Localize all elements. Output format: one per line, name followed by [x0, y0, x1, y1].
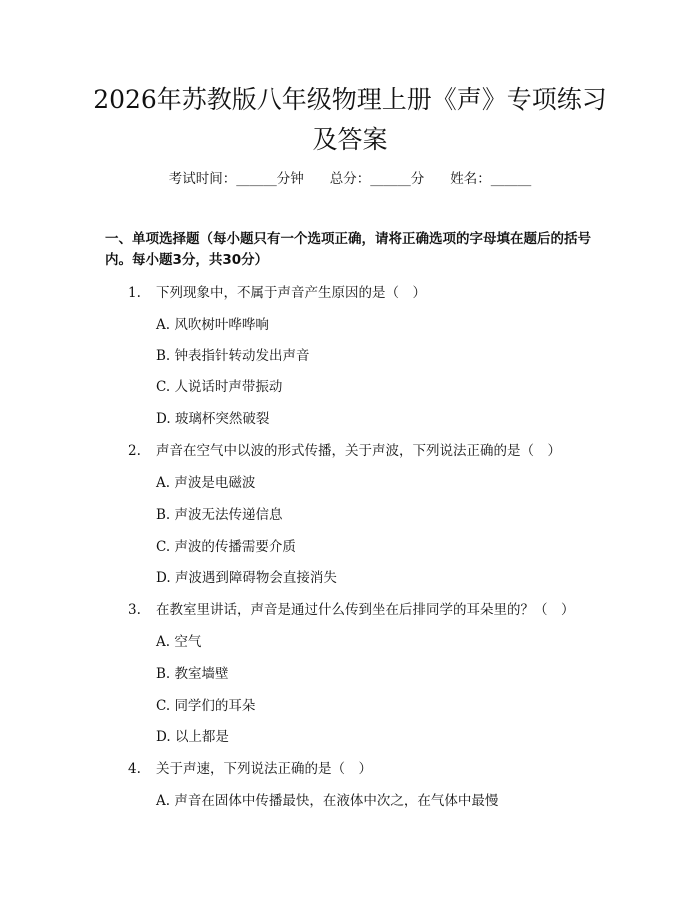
- total-score-label: 总分：: [329, 171, 371, 187]
- question-text: 在教室里讲话，声音是通过什么传到坐在后排同学的耳朵里的？（ ）: [156, 602, 575, 618]
- document-title: 2026年苏教版八年级物理上册《声》专项练习及答案: [93, 85, 607, 154]
- exam-time-unit: 分钟: [276, 171, 304, 187]
- exam-time-label: 考试时间：: [168, 171, 237, 187]
- exam-time-blank: ______: [236, 171, 277, 187]
- option-text: 声波是电磁波: [174, 475, 256, 491]
- question-number: 2.: [128, 443, 141, 459]
- option-text: 风吹树叶哗哗响: [174, 317, 269, 333]
- option-letter: A.: [156, 475, 171, 491]
- question-text: 下列现象中，不属于声音产生原因的是（ ）: [156, 285, 426, 301]
- exam-info-line: [0, 170, 700, 188]
- option-text: 声波无法传递信息: [174, 507, 283, 523]
- total-score-blank: ______: [370, 171, 411, 187]
- section-heading: 一、单项选择题（每小题只有一个选项正确，请将正确选项的字母填在题后的括号内。每小题3分，共30分）: [105, 231, 591, 268]
- total-score-unit: 分: [410, 171, 425, 187]
- option-letter: D.: [156, 411, 171, 427]
- option-letter: C.: [156, 379, 171, 395]
- option-letter: C.: [156, 698, 171, 714]
- student-name-label: 姓名：: [450, 171, 491, 187]
- option-text: 同学们的耳朵: [174, 698, 256, 714]
- student-name-blank: ______: [490, 171, 532, 187]
- question-number: 3.: [128, 602, 141, 618]
- question-number: 4.: [128, 761, 141, 777]
- option-letter: B.: [156, 666, 171, 682]
- option-text: 声音在固体中传播最快，在液体中次之，在气体中最慢: [174, 793, 499, 809]
- option-letter: A.: [156, 317, 171, 333]
- option-text: 空气: [174, 634, 202, 650]
- option-text: 玻璃杯突然破裂: [174, 411, 270, 427]
- option-text: 声波的传播需要介质: [174, 539, 296, 555]
- option-text: 钟表指针转动发出声音: [174, 348, 310, 364]
- question-number: 1.: [128, 285, 141, 301]
- question-text: 关于声速，下列说法正确的是（ ）: [156, 761, 372, 777]
- option-letter: A.: [156, 634, 171, 650]
- option-letter: D.: [156, 570, 171, 586]
- option-text: 声波遇到障碍物会直接消失: [174, 570, 337, 586]
- option-text: 以上都是: [174, 729, 229, 745]
- option-letter: A.: [156, 793, 171, 809]
- option-text: 人说话时声带振动: [174, 379, 283, 395]
- option-letter: B.: [156, 507, 171, 523]
- option-text: 教室墙壁: [174, 666, 229, 682]
- option-letter: D.: [156, 729, 171, 745]
- option-letter: B.: [156, 348, 171, 364]
- question-text: 声音在空气中以波的形式传播，关于声波，下列说法正确的是（ ）: [156, 443, 561, 459]
- option-letter: C.: [156, 539, 171, 555]
